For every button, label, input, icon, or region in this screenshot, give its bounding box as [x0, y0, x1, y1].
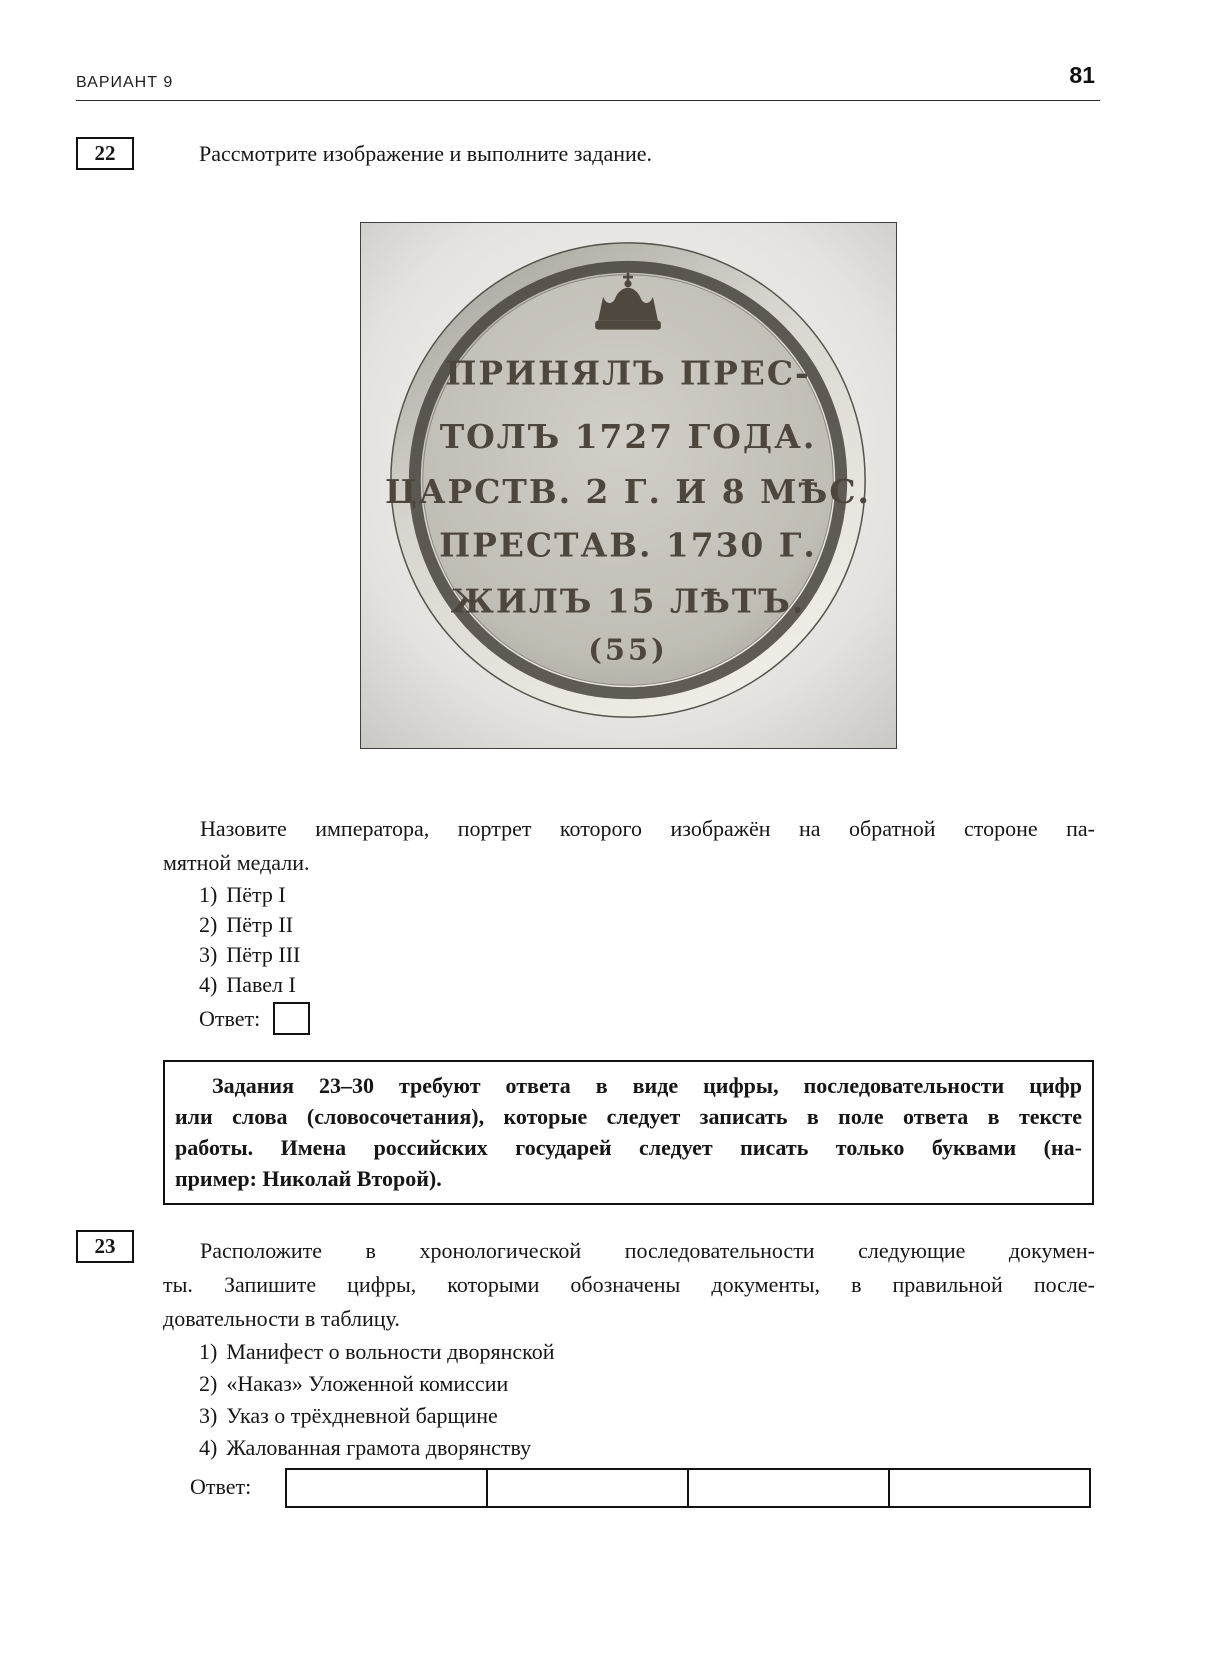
question-22-answer-row [199, 1002, 310, 1036]
question-23-number-box [76, 1230, 134, 1263]
option-label: Пётр I [226, 882, 286, 907]
question-23-answer-cell-3[interactable] [687, 1470, 888, 1506]
question-22-prompt: Рассмотрите изображение и выполните задание. [199, 141, 653, 166]
question-22-options [199, 880, 300, 1000]
question-23-answer-table [285, 1468, 1091, 1508]
question-23-answer-cell-1[interactable] [287, 1470, 486, 1506]
question-23-number: 23 [94, 1234, 116, 1258]
question-23-answer-label: Ответ: [190, 1474, 252, 1499]
notice-line-1: Задания 23–30 требуют ответа в виде цифры, последовательности цифр [212, 1073, 1082, 1098]
notice-line-4: пример: Николай Второй). [175, 1166, 442, 1191]
medal-illustration [361, 223, 896, 748]
question-23-options [199, 1336, 555, 1464]
question-23-text-line-2: ты. Запишите цифры, которыми обозначены документы, в правильной после- [163, 1272, 1095, 1297]
medal-photo [360, 222, 897, 749]
option-number: 1) [199, 882, 218, 907]
medal-line-2: ТОЛЪ 1727 ГОДА. [439, 417, 817, 457]
page-number: 81 [1069, 62, 1095, 88]
notice-line-2: или слова (словосочетания), которые следует записать в поле ответа в тексте [175, 1104, 1082, 1129]
option-number: 3) [199, 1403, 218, 1428]
medal-line-1: ПРИНЯЛЪ ПРЕС- [445, 353, 811, 393]
question-22-text [163, 812, 1095, 880]
option-label: Указ о трёхдневной барщине [226, 1403, 498, 1428]
question-23-answer-cell-4[interactable] [888, 1470, 1089, 1506]
option-label: Манифест о вольности дворянской [226, 1339, 555, 1364]
option-number: 3) [199, 942, 218, 967]
medal-line-4: ПРЕСТАВ. 1730 Г. [439, 525, 817, 565]
option-label: «Наказ» Уложенной комиссии [226, 1371, 509, 1396]
option-label: Пётр II [226, 912, 294, 937]
question-23-text [163, 1234, 1095, 1336]
question-23-text-line-1: Расположите в хронологической последовательности следующие докумен- [200, 1238, 1095, 1263]
medal-line-6: (55) [588, 632, 668, 667]
notice-line-3: работы. Имена российских государей следует писать только буквами (на- [175, 1135, 1082, 1160]
option-number: 1) [199, 1339, 218, 1364]
header-divider [76, 100, 1100, 101]
option-number: 4) [199, 1435, 218, 1460]
question-22-answer-box[interactable] [273, 1002, 310, 1035]
question-23-option-4 [199, 1432, 555, 1464]
question-22-number-box [76, 137, 134, 170]
question-22-text-line-1: Назовите императора, портрет которого изображён на обратной стороне па- [200, 816, 1095, 841]
option-number: 2) [199, 1371, 218, 1396]
header-variant-label: ВАРИАНТ 9 [76, 74, 174, 91]
question-23-text-line-3: довательности в таблицу. [163, 1306, 400, 1331]
option-label: Пётр III [226, 942, 301, 967]
medal-line-5: ЖИЛЪ 15 ЛѢТЪ. [450, 581, 806, 621]
option-label: Жалованная грамота дворянству [226, 1435, 532, 1460]
option-label: Павел I [226, 972, 296, 997]
question-22-number: 22 [94, 141, 116, 165]
question-22-option-4 [199, 970, 300, 1000]
option-number: 4) [199, 972, 218, 997]
question-22-answer-label: Ответ: [199, 1006, 261, 1031]
question-22-option-3 [199, 940, 300, 970]
question-22-option-2 [199, 910, 300, 940]
medal-line-3: ЦАРСТВ. 2 Г. И 8 МѢС. [385, 471, 871, 511]
question-22-option-1 [199, 880, 300, 910]
question-23-option-3 [199, 1400, 555, 1432]
option-number: 2) [199, 912, 218, 937]
question-22-text-line-2: мятной медали. [163, 850, 310, 875]
instruction-notice [163, 1060, 1094, 1205]
question-23-option-2 [199, 1368, 555, 1400]
question-23-answer-cell-2[interactable] [486, 1470, 687, 1506]
question-23-answer-label-row [190, 1474, 251, 1500]
question-23-option-1 [199, 1336, 555, 1368]
